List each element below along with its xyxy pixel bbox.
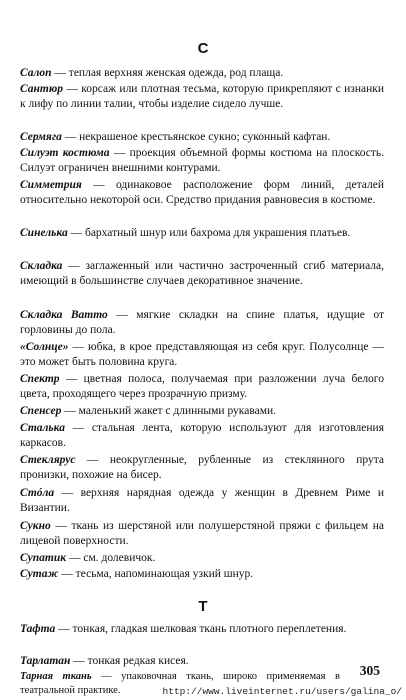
entry-definition: — одинаковое расположение форм линий, деталей относительно некоторой оси. Средство придания равновесия в костюме.: [20, 179, 384, 207]
entry-definition: — см. долевичок.: [66, 552, 156, 564]
entry-term: Спектр: [20, 373, 60, 385]
entry-definition: — проекция объемной формы костюма на плоскость. Силуэт ограничен внешними контурами.: [20, 147, 385, 175]
entry-term: Стóла: [20, 487, 55, 499]
entry-sinelka: [20, 226, 384, 241]
entry-term: Складка: [20, 260, 63, 272]
entry-definition: — заглаженный или частично застроченный сгиб материала, имеющий в большинстве случаев декоративное значение.: [20, 260, 384, 288]
entry-term: «Солнце»: [20, 341, 69, 353]
entry-definition: — стальная лента, которую используют для изготовления каркасов.: [20, 422, 384, 450]
entry-definition: — юбка, в крое представляющая из себя круг. Полусолнце — это может быть половина круга.: [20, 341, 384, 369]
entry-steklyarus: [20, 453, 384, 484]
entry-definition: — некрашеное крестьянское сукно; суконный кафтан.: [61, 131, 331, 143]
entry-term: Синелька: [20, 227, 68, 239]
entry-term: Салоп: [20, 67, 52, 79]
entry-term: Спенсер: [20, 405, 62, 417]
entry-term: Сукно: [20, 520, 51, 532]
entry-term: Сантюр: [20, 83, 63, 95]
entry-term: Симметрия: [20, 179, 82, 191]
entry-tarlatan: [20, 654, 340, 669]
entry-definition: — тонкая редкая кисея.: [70, 655, 189, 667]
entry-santyur: [20, 82, 384, 113]
entry-supatik: [20, 551, 384, 566]
entry-definition: — упаковочная ткань, широко применяемая в театральной практике.: [20, 671, 340, 696]
entry-definition: — мягкие складки на спине платья, идущие от горловины до пола.: [20, 309, 384, 337]
entry-term: Тарная ткань: [20, 671, 92, 682]
entry-definition: — верхняя нарядная одежда у женщин в Древнем Риме и Византии.: [20, 487, 384, 515]
section-letter: С: [197, 40, 209, 57]
entry-term: Силуэт костюма: [20, 147, 110, 159]
entry-definition: — тесьма, напоминающая узкий шнур.: [58, 568, 254, 580]
entry-stola: [20, 486, 384, 517]
entry-definition: — тонкая, гладкая шелковая ткань плотного переплетения.: [55, 623, 347, 635]
entry-tafta: [20, 622, 384, 637]
entry-salop: [20, 66, 384, 81]
entry-term: Сермяга: [20, 131, 62, 143]
entry-term: Сталька: [20, 422, 65, 434]
entry-definition: — корсаж или плотная тесьма, которую прикрепляют с изнанки к лифу по линии талии, чтобы изделие сидело лучше.: [20, 83, 384, 111]
page-number: 305: [359, 663, 380, 678]
entry-solntse: [20, 340, 384, 371]
entry-definition: — неокругленные, рубленные из стеклянного прута пронизки, похожие на бисер.: [20, 454, 384, 482]
entry-term: Тафта: [20, 623, 56, 635]
entry-term: Супатик: [20, 552, 67, 564]
entry-definition: — теплая верхняя женская одежда, род плаща.: [51, 67, 284, 79]
entry-term: Сутаж: [20, 568, 59, 580]
entry-sermyaga: [20, 130, 384, 145]
entry-skladka-vatto: [20, 308, 384, 339]
entry-sukno: [20, 519, 384, 550]
entry-term: Тарлатан: [20, 655, 71, 667]
section-letter: Т: [198, 598, 208, 615]
entry-definition: — ткань из шерстяной или полушерстяной пряжи с фильцем на лицевой поверхности.: [20, 520, 384, 548]
watermark-url: http://www.liveinternet.ru/users/galina_o/: [162, 686, 402, 697]
entry-skladka: [20, 259, 384, 290]
entry-spenser: [20, 404, 384, 419]
entry-spektr: [20, 372, 384, 403]
entry-sutazh: [20, 567, 384, 582]
entry-siluet: [20, 146, 384, 177]
entry-definition: — бархатный шнур или бахрома для украшения платьев.: [67, 227, 351, 239]
entry-definition: — маленький жакет с длинными рукавами.: [61, 405, 277, 417]
entry-simmetriya: [20, 178, 384, 209]
entry-term: Стеклярус: [20, 454, 76, 466]
entry-term: Складка Ватто: [20, 309, 108, 321]
entry-stalka: [20, 421, 384, 452]
entry-definition: — цветная полоса, получаемая при разложении луча белого цвета, проходящего через прозрачную призму.: [20, 373, 384, 401]
